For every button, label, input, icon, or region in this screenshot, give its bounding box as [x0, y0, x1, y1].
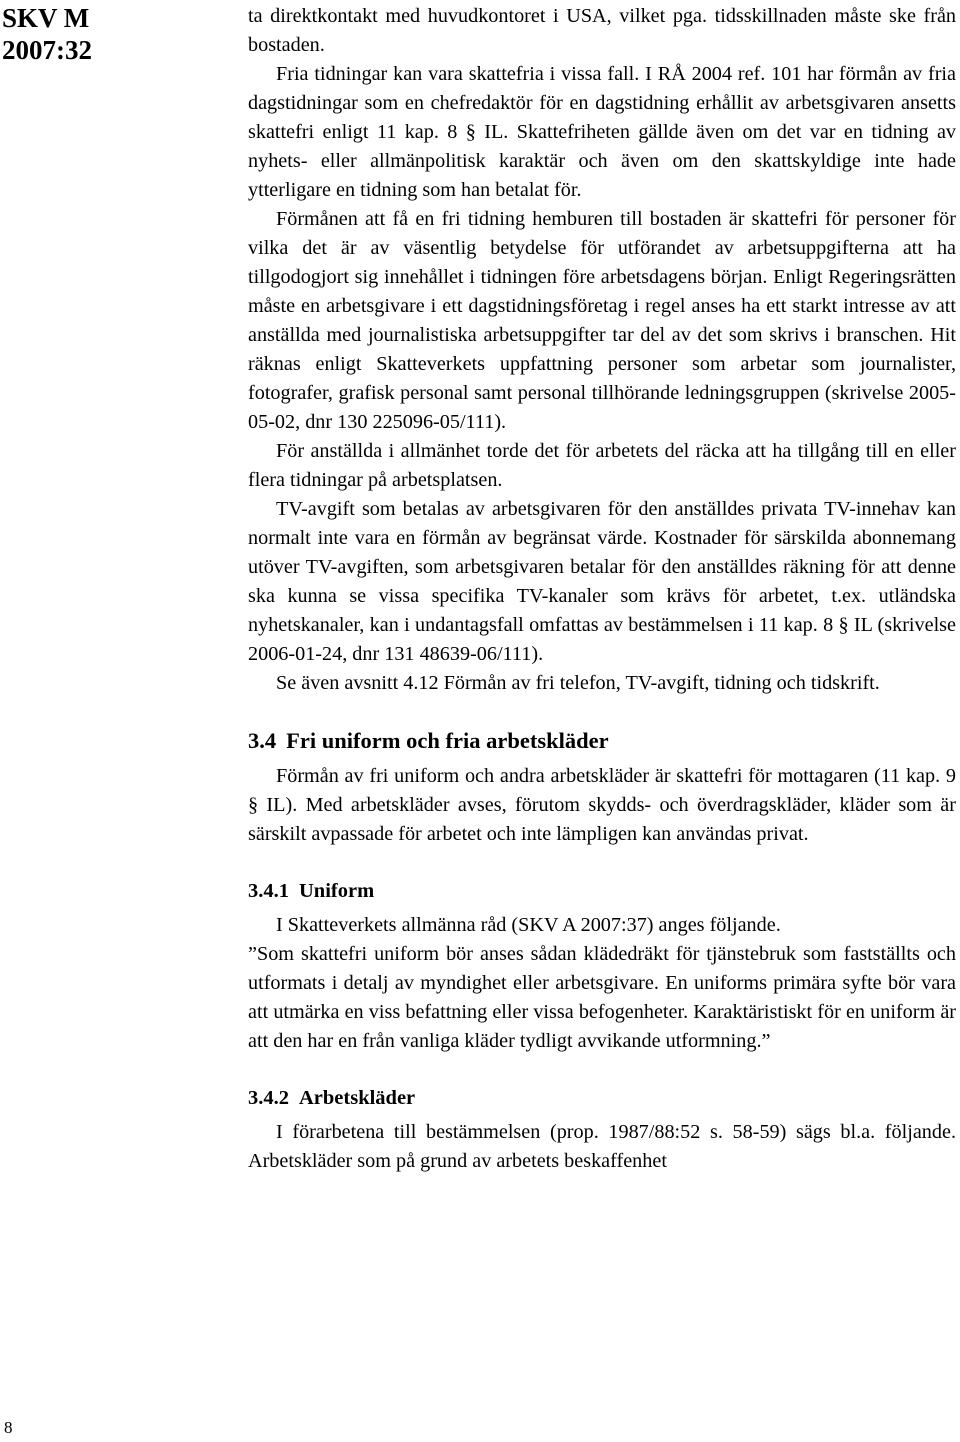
- subsection-heading-3-4-1: [248, 877, 956, 905]
- paragraph: För anställda i allmänhet torde det för arbetets del räcka att ha tillgång till en eller flera tidningar på arbetsplatsen.: [248, 440, 956, 491]
- subsection-number: 3.4.1: [248, 880, 289, 902]
- paragraph: I Skatteverkets allmänna råd (SKV A 2007:37) anges följande.: [276, 914, 781, 936]
- section-number: 3.4: [248, 728, 277, 753]
- document-series-label: [2, 2, 122, 66]
- subsection-title: Uniform: [299, 880, 375, 902]
- series-name: SKV M: [2, 3, 90, 33]
- main-content: [248, 2, 956, 1176]
- paragraph: Förmån av fri uniform och andra arbetskläder är skattefri för mottagaren (11 kap. 9 § IL). Med arbetskläder avses, förutom skydds- och överdragskläder, kläder som är särskilt avpassade för arbetet och inte lämpligen kan användas privat.: [248, 765, 956, 845]
- paragraph: TV-avgift som betalas av arbetsgivaren för den anställdes privata TV-innehav kan normalt inte vara en förmån av begränsat värde. Kostnader för särskilda abonnemang utöver TV-avgiften, som arbetsgivaren betalar för den anställdes räkning för att denne ska kunna se vissa specifika TV-kanaler som krävs för arbetet, t.ex. utländska nyhetskanaler, kan i undantagsfall omfattas av bestämmelsen i 11 kap. 8 § IL (skrivelse 2006-01-24, dnr 131 48639-06/111).: [248, 498, 956, 665]
- paragraph: ta direktkontakt med huvudkontoret i USA, vilket pga. tidsskillnaden måste ske från bostaden.: [248, 5, 956, 56]
- page-number: 8: [4, 1418, 13, 1437]
- paragraph: Fria tidningar kan vara skattefria i vissa fall. I RÅ 2004 ref. 101 har förmån av fria dagstidningar som en chefredaktör för en dagstidning erhållit av arbetsgivaren ansetts skattefri enligt 11 kap. 8 § IL. Skattefriheten gällde även om det var en tidning av nyhets- eller allmänpolitisk karaktär och även om den skattskyldige inte hade ytterligare en tidning som han betalat för.: [248, 63, 956, 201]
- section-title: Fri uniform och fria arbetskläder: [286, 728, 609, 753]
- section-heading-3-4: [248, 726, 956, 756]
- quote-paragraph: ”Som skattefri uniform bör anses sådan klädedräkt för tjänstebruk som fastställts och utformats i detalj av myndighet eller arbetsgivare. En uniforms primära syfte bör vara att utmärka en viss befattning eller vissa befogenheter. Karaktäristiskt för en uniform är att den har en från vanliga kläder tydligt avvikande utformning.”: [248, 943, 956, 1052]
- paragraph: Se även avsnitt 4.12 Förmån av fri telefon, TV-avgift, tidning och tidskrift.: [276, 672, 880, 694]
- subsection-heading-3-4-2: [248, 1084, 956, 1112]
- subsection-title: Arbetskläder: [299, 1087, 416, 1109]
- paragraph: Förmånen att få en fri tidning hemburen till bostaden är skattefri för personer för vilka det är av väsentlig betydelse för utförandet av arbetsuppgifterna att ha tillgodogjort sig innehållet i tidningen före arbetsdagens början. Enligt Regeringsrätten måste en arbetsgivare i ett dagstidningsföretag i regel anses ha ett starkt intresse av att anställda med journalistiska arbetsuppgifter tar del av det som skrivs i branschen. Hit räknas enligt Skatteverkets uppfattning personer som arbetar som journalister, fotografer, grafisk personal samt personal tillhörande ledningsgruppen (skrivelse 2005-05-02, dnr 130 225096-05/111).: [248, 208, 956, 433]
- paragraph: I förarbetena till bestämmelsen (prop. 1987/88:52 s. 58-59) sägs bl.a. följande. Arbetskläder som på grund av arbetets beskaffenhet: [248, 1121, 956, 1172]
- series-number: 2007:32: [2, 35, 92, 65]
- subsection-number: 3.4.2: [248, 1087, 289, 1109]
